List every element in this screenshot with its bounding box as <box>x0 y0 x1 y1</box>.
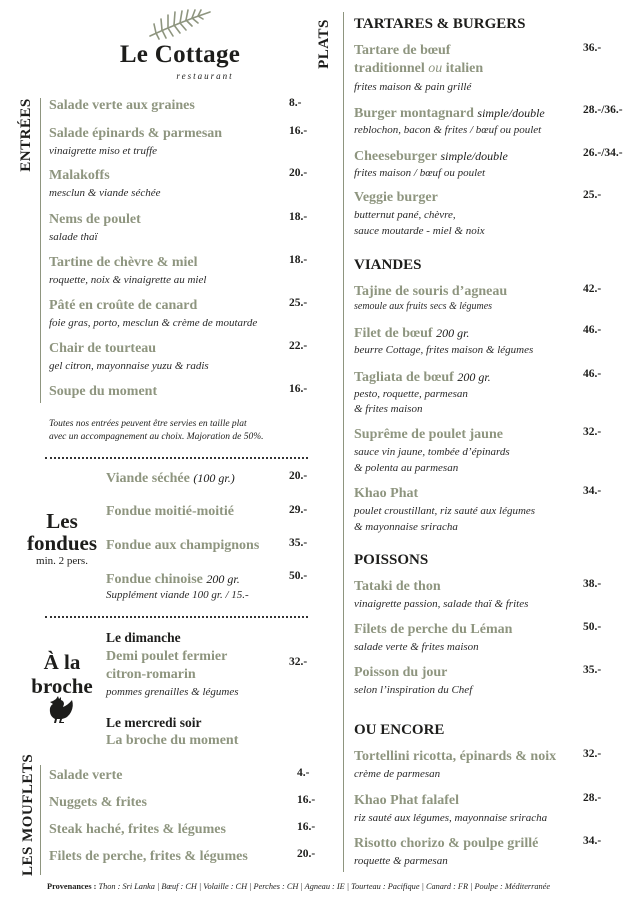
dish-desc: salade verte & frites maison <box>354 641 479 653</box>
dish-price: 26.-/34.- <box>583 147 623 159</box>
entree-price: 22.- <box>289 340 308 352</box>
dish-price: 32.- <box>583 748 602 760</box>
kids-price: 16.- <box>297 821 316 833</box>
section-title-poissons: POISSONS <box>354 552 429 568</box>
broche-day: Le dimanche <box>106 630 181 645</box>
dish-name-text: Filet de bœuf <box>354 326 433 341</box>
provenance-label: Provenances : <box>47 882 97 891</box>
dish-desc: semoule aux fruits secs & légumes <box>354 301 493 312</box>
dish-name-text: Burger montagnard <box>354 106 474 121</box>
fondue-price: 20.- <box>289 470 308 482</box>
kids-label: LES MOUFLETS <box>20 753 36 876</box>
fondues-heading <box>26 510 98 567</box>
kids-item: Filets de perche, frites & légumes <box>49 849 248 864</box>
fondue-name <box>106 571 240 588</box>
entree-price: 8.- <box>289 97 302 109</box>
broche-day: Le mercredi soir <box>106 715 202 730</box>
broche-title: À la <box>43 650 81 674</box>
dish-desc: selon l’inspiration du Chef <box>354 684 473 696</box>
dish-name-part: traditionnel <box>354 61 425 76</box>
dish-price: 32.- <box>583 426 602 438</box>
broche-heading <box>26 651 98 697</box>
dish-desc: crème de parmesan <box>354 768 441 780</box>
entrees-divider <box>40 98 41 403</box>
broche-title: broche <box>31 674 93 698</box>
fondue-price: 29.- <box>289 504 308 516</box>
fondue-price: 50.- <box>289 570 308 582</box>
kids-price: 20.- <box>297 848 316 860</box>
dish-desc: frites maison / bœuf ou poulet <box>354 167 486 179</box>
dish-price: 34.- <box>583 835 602 847</box>
dish-price: 42.- <box>583 283 602 295</box>
dish-desc: sauce vin jaune, tombée d’épinards <box>354 446 510 458</box>
fondue-desc: Supplément viande 100 gr. / 15.- <box>106 589 249 601</box>
entree-price: 18.- <box>289 211 308 223</box>
entree-name: Salade verte aux graines <box>49 98 195 113</box>
dish-name: Poisson du jour <box>354 665 448 680</box>
dish-name: Tortellini ricotta, épinards & noix <box>354 749 557 764</box>
fern-leaf-icon <box>110 8 250 40</box>
dish-name: Khao Phat <box>354 486 419 501</box>
entree-price: 16.- <box>289 125 308 137</box>
dish-name: Tartare de bœuf <box>354 43 451 58</box>
fondues-subtitle: min. 2 pers. <box>36 555 88 567</box>
broche-item: citron-romarin <box>106 667 196 682</box>
entree-desc: foie gras, porto, mesclun & crème de moutarde <box>49 317 258 329</box>
kids-item: Steak haché, frites & légumes <box>49 822 226 837</box>
dish-desc: & frites maison <box>354 403 423 415</box>
section-title-tartares: TARTARES & BURGERS <box>354 16 526 32</box>
entree-price: 16.- <box>289 383 308 395</box>
section-title-viandes: VIANDES <box>354 257 422 273</box>
dish-price: 50.- <box>583 621 602 633</box>
fondues-title: fondues <box>26 531 98 555</box>
dish-desc: pesto, roquette, parmesan <box>354 388 468 400</box>
dish-desc: poulet croustillant, riz sauté aux légumes <box>354 505 536 517</box>
dish-desc: & polenta au parmesan <box>354 462 459 474</box>
dish-name <box>354 369 491 386</box>
dish-desc: butternut pané, chèvre, <box>354 209 456 221</box>
broche-item: Demi poulet fermier <box>106 649 228 664</box>
dish-desc: frites maison & pain grillé <box>354 81 472 93</box>
dish-name: Veggie burger <box>354 190 438 205</box>
entree-desc: vinaigrette miso et truffe <box>49 145 158 157</box>
dish-desc: vinaigrette passion, salade thaï & frites <box>354 598 529 610</box>
broche-desc: pommes grenailles & légumes <box>106 686 239 698</box>
divider-dotted <box>45 616 308 618</box>
entrees-label: ENTRÉES <box>18 98 34 172</box>
dish-name: Suprême de poulet jaune <box>354 427 503 442</box>
dish-price: 35.- <box>583 664 602 676</box>
dish-name-part: italien <box>445 61 484 76</box>
kids-price: 4.- <box>297 767 310 779</box>
dish-name: Tataki de thon <box>354 579 441 594</box>
fondue-name <box>106 470 235 487</box>
fondue-name: Fondue aux champignons <box>106 538 260 553</box>
entree-price: 20.- <box>289 167 308 179</box>
dish-name-text: Tagliata de bœuf <box>354 370 454 385</box>
entree-desc: mesclun & viande séchée <box>49 187 161 199</box>
plats-label: PLATS <box>316 19 332 69</box>
entrees-note <box>49 418 263 444</box>
dish-name <box>354 148 508 165</box>
dish-name <box>354 61 483 77</box>
brand-subtitle: restaurant <box>176 71 234 81</box>
dish-weight: 200 gr. <box>436 326 470 340</box>
kids-divider <box>40 765 41 875</box>
dish-name <box>354 325 469 342</box>
entree-price: 18.- <box>289 254 308 266</box>
dish-price: 28.-/36.- <box>583 104 623 116</box>
kids-item: Salade verte <box>49 768 123 783</box>
dish-size: simple/double <box>440 149 508 163</box>
dish-desc: & mayonnaise sriracha <box>354 521 458 533</box>
entrees-note-line: avec un accompagnement au choix. Majoration de 50%. <box>49 432 264 442</box>
dish-price: 46.- <box>583 324 602 336</box>
broche-price: 32.- <box>289 656 308 668</box>
fondue-name-text: Viande séchée <box>106 471 190 486</box>
rooster-icon <box>47 696 75 730</box>
dish-price: 25.- <box>583 189 602 201</box>
dish-name <box>354 105 545 122</box>
section-title-encore: OU ENCORE <box>354 722 445 738</box>
dish-desc: sauce moutarde - miel & noix <box>354 225 485 237</box>
entree-name: Tartine de chèvre & miel <box>49 255 198 270</box>
dish-name-or: ou <box>428 61 443 76</box>
brand-name: Le Cottage <box>119 41 241 68</box>
entree-name: Pâté en croûte de canard <box>49 298 198 313</box>
divider-dotted <box>45 457 308 459</box>
dish-desc: roquette & parmesan <box>354 855 448 867</box>
dish-name: Risotto chorizo & poulpe grillé <box>354 836 539 851</box>
dish-name: Filets de perche du Léman <box>354 622 513 637</box>
dish-price: 28.- <box>583 792 602 804</box>
logo <box>110 8 250 86</box>
entrees-note-line: Toutes nos entrées peuvent être servies en taille plat <box>49 419 247 429</box>
entree-name: Nems de poulet <box>49 212 141 227</box>
kids-price: 16.- <box>297 794 316 806</box>
plats-divider <box>343 12 344 872</box>
entree-desc: roquette, noix & vinaigrette au miel <box>49 274 207 286</box>
dish-weight: 200 gr. <box>457 370 491 384</box>
fondue-price: 35.- <box>289 537 308 549</box>
dish-name: Khao Phat falafel <box>354 793 459 808</box>
entree-desc: salade thaï <box>49 231 98 243</box>
fondue-name-text: Fondue chinoise <box>106 572 203 587</box>
entree-name: Salade épinards & parmesan <box>49 126 223 141</box>
fondue-name: Fondue moitié-moitié <box>106 504 234 519</box>
dish-price: 46.- <box>583 368 602 380</box>
dish-price: 34.- <box>583 485 602 497</box>
fondue-weight: (100 gr.) <box>193 471 235 485</box>
entree-desc: gel citron, mayonnaise yuzu & radis <box>49 360 209 372</box>
kids-item: Nuggets & frites <box>49 795 147 810</box>
dish-desc: reblochon, bacon & frites / bœuf ou poulet <box>354 124 542 136</box>
fondues-title: Les <box>46 509 78 533</box>
dish-desc: riz sauté aux légumes, mayonnaise sriracha <box>354 812 548 824</box>
dish-price: 38.- <box>583 578 602 590</box>
provenance-text: Thon : Sri Lanka | Bœuf : CH | Volaille : CH | Perches : CH | Agneau : IE | Tourteau : Pacifique | Canard : FR | Poulpe : Méditerranée <box>98 882 551 891</box>
provenance-footer <box>47 882 550 891</box>
entree-name: Malakoffs <box>49 168 110 183</box>
entree-price: 25.- <box>289 297 308 309</box>
dish-price: 36.- <box>583 42 602 54</box>
dish-name-text: Cheeseburger <box>354 149 437 164</box>
entree-name: Soupe du moment <box>49 384 158 399</box>
broche-item: La broche du moment <box>106 733 239 748</box>
fondue-weight: 200 gr. <box>206 572 240 586</box>
dish-desc: beurre Cottage, frites maison & légumes <box>354 344 534 356</box>
dish-size: simple/double <box>477 106 545 120</box>
dish-name: Tajine de souris d’agneau <box>354 284 508 299</box>
entree-name: Chair de tourteau <box>49 341 157 356</box>
